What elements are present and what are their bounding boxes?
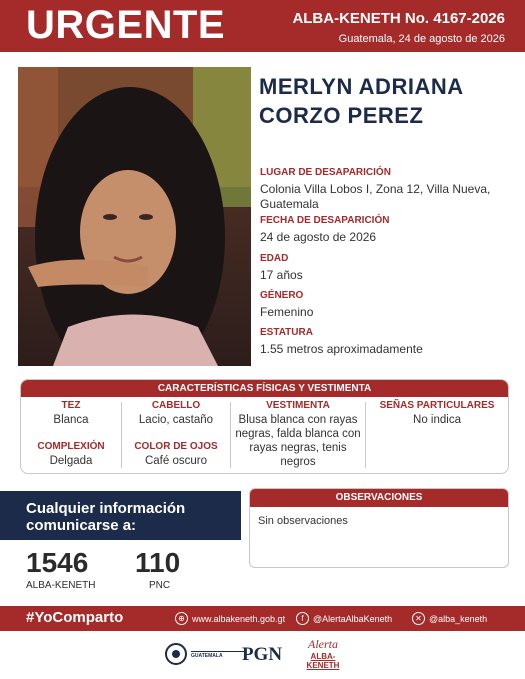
marks-label: SEÑAS PARTICULARES <box>379 400 495 411</box>
x-icon: ✕ <box>412 612 425 625</box>
info-place <box>260 167 505 212</box>
header-banner <box>0 0 525 52</box>
place-value: Colonia Villa Lobos I, Zona 12, Villa Nueva, Guatemala <box>260 182 491 211</box>
date-label: FECHA DE DESAPARICIÓN <box>260 215 390 226</box>
pgn-logo <box>236 637 288 666</box>
hair-value: Lacio, castaño <box>138 414 214 426</box>
name-line-2: CORZO PEREZ <box>259 103 424 128</box>
observations-box <box>249 488 509 568</box>
x-link[interactable] <box>412 612 487 625</box>
col-senas <box>366 400 508 427</box>
col-cabello <box>122 400 230 468</box>
place-label: LUGAR DE DESAPARICIÓN <box>260 167 391 178</box>
name-line-1: MERLYN ADRIANA <box>259 74 464 99</box>
clothing-label: VESTIMENTA <box>266 400 330 411</box>
contact-box: Cualquier información comunicarse a: <box>0 491 241 540</box>
date-value: 24 de agosto de 2026 <box>260 230 377 244</box>
phone-pnc-label: PNC <box>149 580 171 591</box>
marks-value: No indica <box>413 414 461 426</box>
characteristics-box <box>20 379 509 474</box>
phone-pnc: 110 <box>135 547 181 578</box>
divider-2 <box>230 402 231 468</box>
location-date: Guatemala, 24 de agosto de 2026 <box>338 33 505 45</box>
globe-icon: ⊕ <box>175 612 188 625</box>
person-name <box>259 72 509 130</box>
eye-color-value: Café oscuro <box>144 455 207 467</box>
x-text: @alba_keneth <box>429 613 488 624</box>
info-date <box>260 215 505 245</box>
alerta-alba-keneth-logo <box>298 637 348 670</box>
case-number: ALBA-KENETH No. 4167-2026 <box>292 10 505 27</box>
height-label: ESTATURA <box>260 327 313 338</box>
col-tez <box>21 400 121 468</box>
age-value: 17 años <box>260 268 303 282</box>
urgent-title: URGENTE <box>26 3 226 47</box>
coat-of-arms-icon <box>165 641 187 667</box>
observations-title: OBSERVACIONES <box>250 489 508 507</box>
info-gender <box>260 290 505 320</box>
website-text: www.albakeneth.gob.gt <box>192 613 286 624</box>
pgn-text: PGN <box>241 644 283 665</box>
logos-row <box>0 637 525 675</box>
hashtag: #YoComparto <box>26 609 124 626</box>
facebook-text: @AlertaAlbaKeneth <box>313 613 393 624</box>
info-age <box>260 253 505 283</box>
gov-text: GUATEMALA <box>191 653 223 659</box>
clothing-value: Blusa blanca con rayas negras, falda blanca con rayas negras, tenis negros <box>235 414 361 468</box>
height-value: 1.55 metros aproximadamente <box>260 342 423 356</box>
footer-bar <box>0 606 525 631</box>
phone-alba-keneth: 1546 <box>26 547 89 578</box>
tez-value: Blanca <box>53 414 89 426</box>
col-vestimenta <box>233 400 363 469</box>
alba-text: ALBA-KENETH <box>306 652 340 670</box>
facebook-icon: f <box>296 612 309 625</box>
missing-person-photo <box>18 67 251 366</box>
age-label: EDAD <box>260 253 289 264</box>
info-height <box>260 327 505 357</box>
characteristics-title: CARACTERÍSTICAS FÍSICAS Y VESTIMENTA <box>21 380 508 397</box>
gender-label: GÉNERO <box>260 290 304 301</box>
hair-label: CABELLO <box>151 400 201 411</box>
alerta-text: Alerta <box>308 637 338 651</box>
complexion-label: COMPLEXIÓN <box>37 441 105 452</box>
phone-alba-keneth-label: ALBA-KENETH <box>26 580 96 591</box>
observations-text: Sin observaciones <box>258 515 348 527</box>
tez-label: TEZ <box>61 400 81 411</box>
eye-color-label: COLOR DE OJOS <box>134 441 218 452</box>
gender-value: Femenino <box>260 305 314 319</box>
website-link[interactable] <box>175 612 285 625</box>
complexion-value: Delgada <box>49 455 93 467</box>
facebook-link[interactable] <box>296 612 392 625</box>
